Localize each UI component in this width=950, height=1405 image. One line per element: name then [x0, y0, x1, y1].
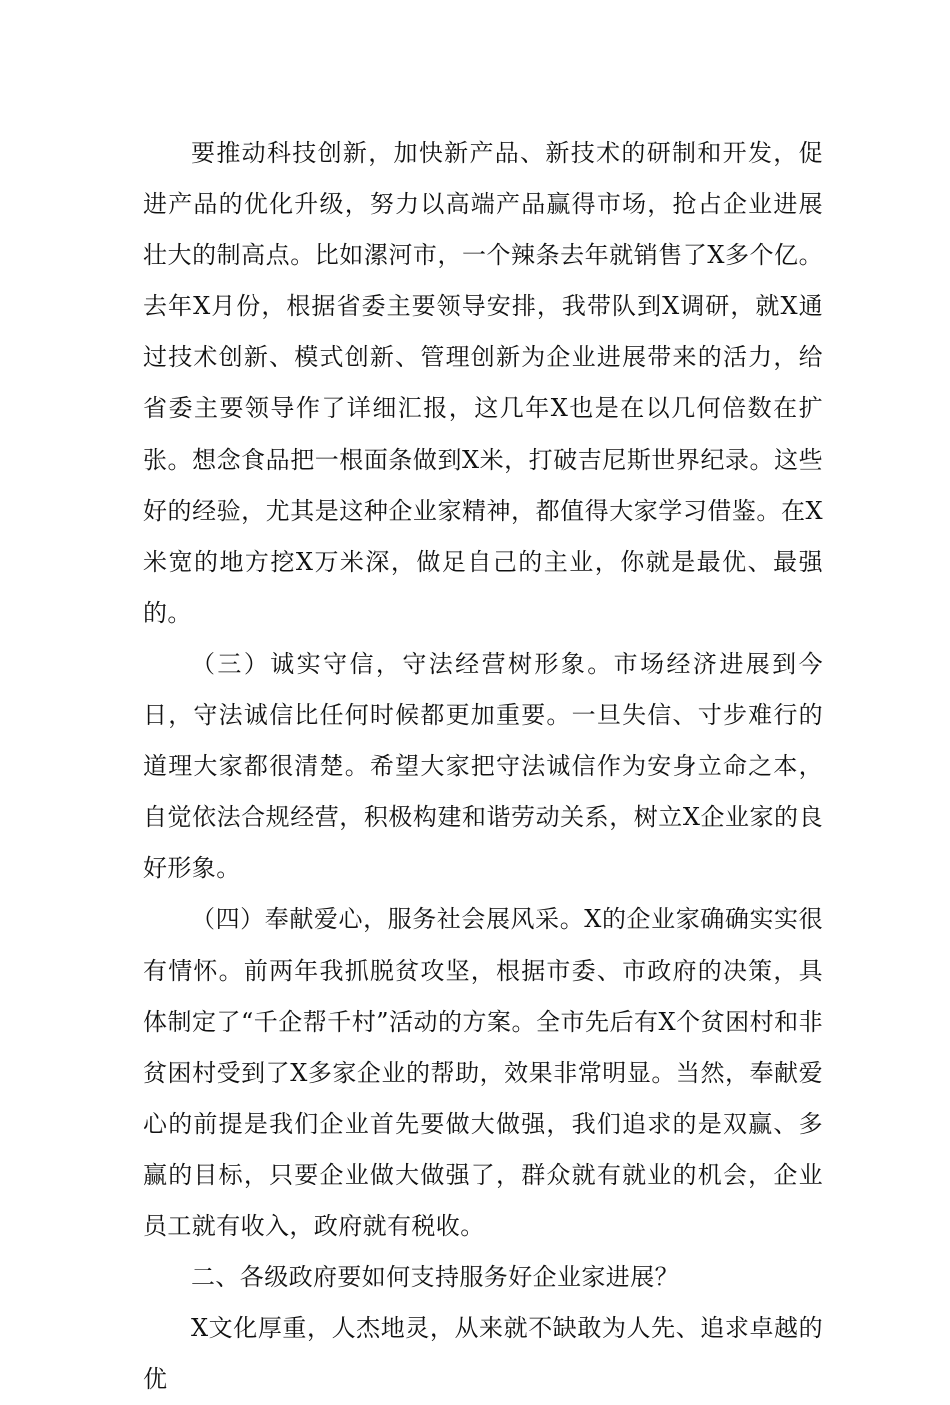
document-body [143, 128, 823, 1405]
paragraph-innovation: 要推动科技创新，加快新产品、新技术的研制和开发，促进产品的优化升级，努力以高端产品赢得市场，抢占企业进展壮大的制高点。比如漯河市，一个辣条去年就销售了X多个亿。去年X月份，根据省委主要领导安排，我带队到X调研，就X通过技术创新、模式创新、管理创新为企业进展带来的活力，给省委主要领导作了详细汇报，这几年X也是在以几何倍数在扩张。想念食品把一根面条做到X米，打破吉尼斯世界纪录。这些好的经验，尤其是这种企业家精神，都值得大家学习借鉴。在X米宽的地方挖X万米深，做足自己的主业，你就是最优、最强的。 [143, 139, 823, 627]
paragraph-culture: X文化厚重，人杰地灵，从来就不缺敢为人先、追求卓越的优 [143, 1314, 823, 1394]
section-heading-government-support: 二、各级政府要如何支持服务好企业家进展？ [191, 1263, 679, 1292]
paragraph-integrity: （三）诚实守信，守法经营树形象。市场经济进展到今日，守法诚信比任何时候都更加重要。一旦失信、寸步难行的道理大家都很清楚。希望大家把守法诚信作为安身立命之本，自觉依法合规经营，积极构建和谐劳动关系，树立X企业家的良好形象。 [143, 649, 823, 883]
paragraph-social-service: （四）奉献爱心，服务社会展风采。X的企业家确确实实很有情怀。前两年我抓脱贫攻坚，根据市委、市政府的决策，具体制定了“千企帮千村”活动的方案。全市先后有X个贫困村和非贫困村受到了X多家企业的帮助，效果非常明显。当然，奉献爱心的前提是我们企业首先要做大做强，我们追求的是双赢、多赢的目标，只要企业做大做强了，群众就有就业的机会，企业员工就有收入，政府就有税收。 [143, 905, 823, 1240]
